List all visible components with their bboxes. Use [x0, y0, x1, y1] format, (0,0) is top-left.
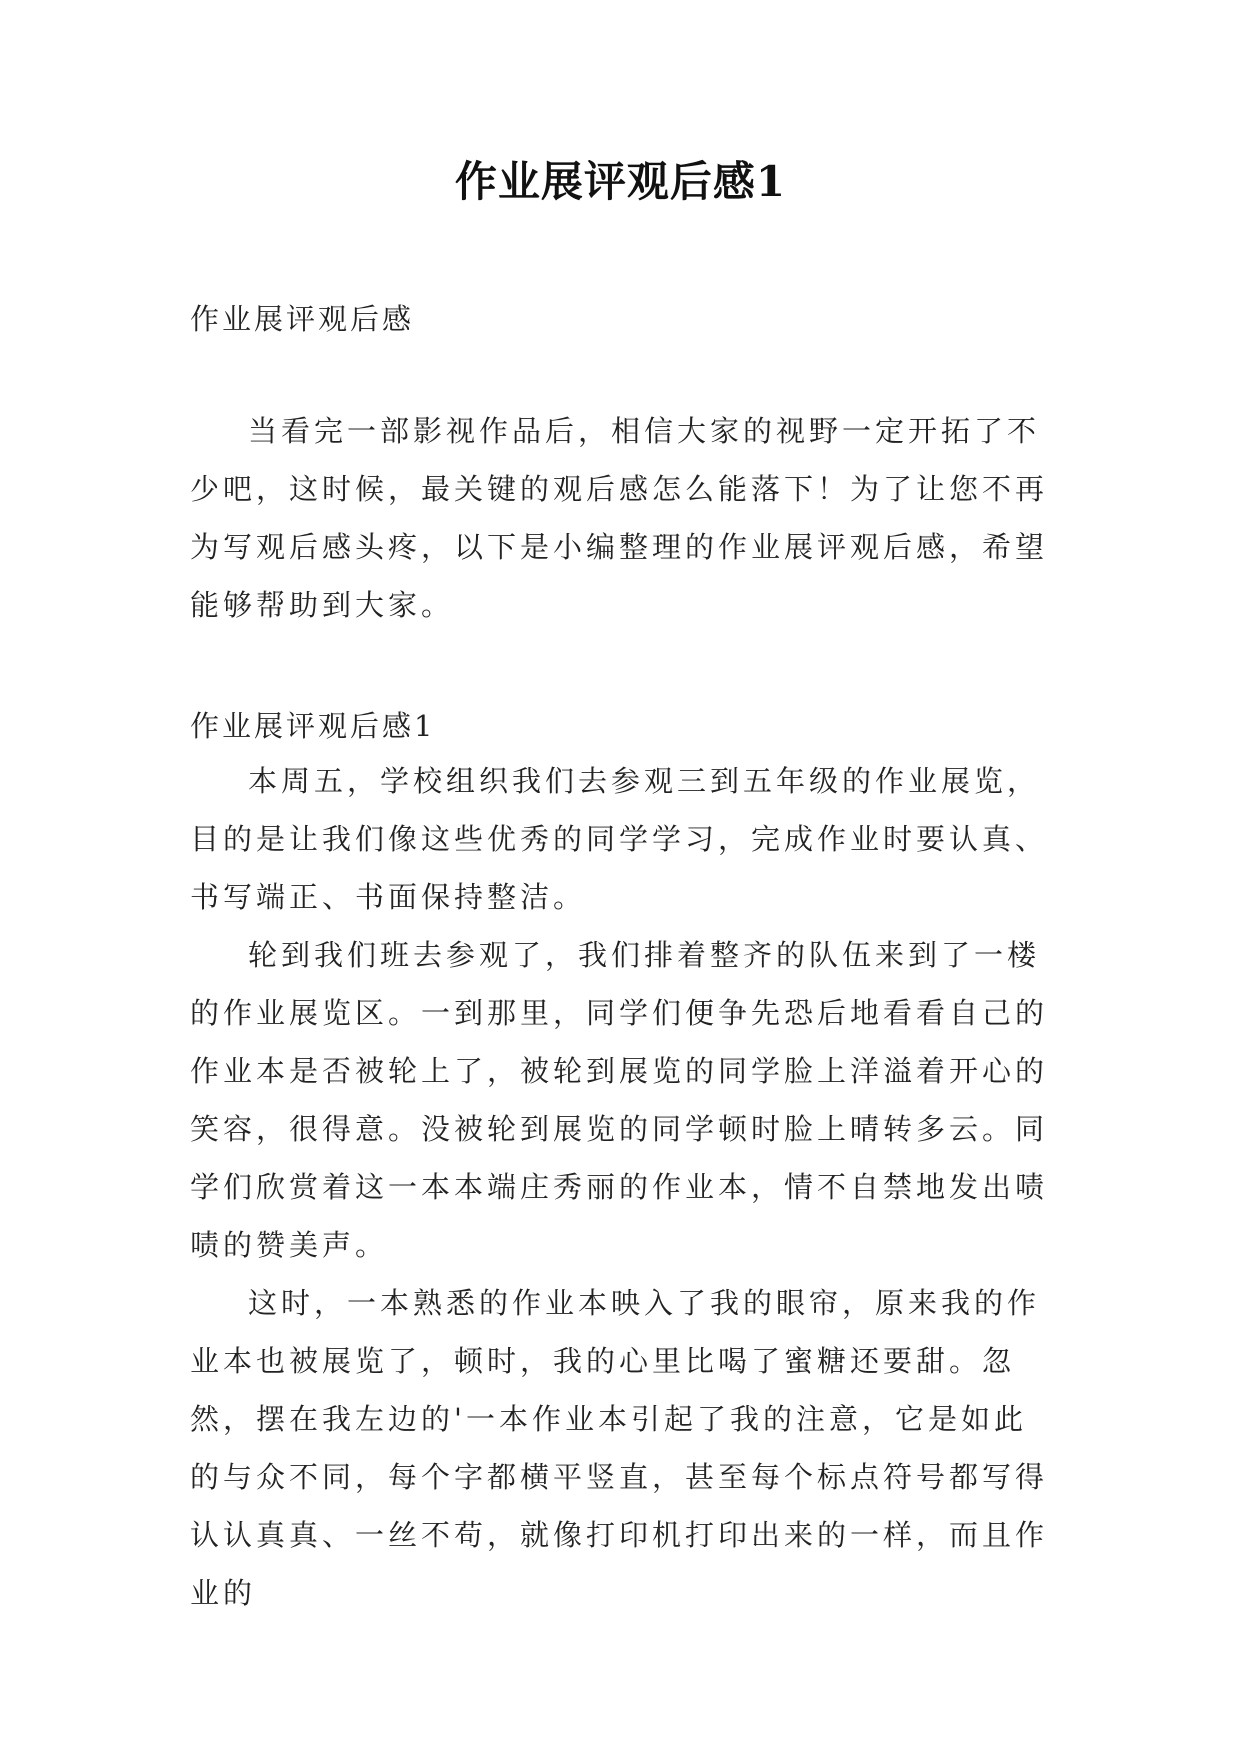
page-title: 作业展评观后感1 [454, 157, 787, 206]
body-paragraph: 轮到我们班去参观了，我们排着整齐的队伍来到了一楼的作业展览区。一到那里，同学们便争先恐后地看看自己的作业本是否被轮上了，被轮到展览的同学脸上洋溢着开心的笑容，很得意。没被轮到展览的同学顿时脸上晴转多云。同学们欣赏着这一本本端庄秀丽的作业本，情不自禁地发出啧啧的赞美声。 [190, 938, 1049, 1262]
body-paragraph: 这时，一本熟悉的作业本映入了我的眼帘，原来我的作业本也被展览了，顿时，我的心里比喝了蜜糖还要甜。忽然，摆在我左边的'一本作业本引起了我的注意，它是如此的与众不同，每个字都横平竖直，甚至每个标点符号都写得认认真真、一丝不苟，就像打印机打印出来的一样，而且作业的 [190, 1286, 1049, 1610]
section-heading: 作业展评观后感1 [190, 709, 436, 743]
document-subtitle: 作业展评观后感 [190, 302, 415, 336]
body-paragraph: 本周五，学校组织我们去参观三到五年级的作业展览，目的是让我们像这些优秀的同学学习，完成作业时要认真、书写端正、书面保持整洁。 [190, 764, 1049, 914]
intro-paragraph: 当看完一部影视作品后，相信大家的视野一定开拓了不少吧，这时候，最关键的观后感怎么能落下！为了让您不再为写观后感头疼，以下是小编整理的作业展评观后感，希望能够帮助到大家。 [190, 414, 1049, 622]
